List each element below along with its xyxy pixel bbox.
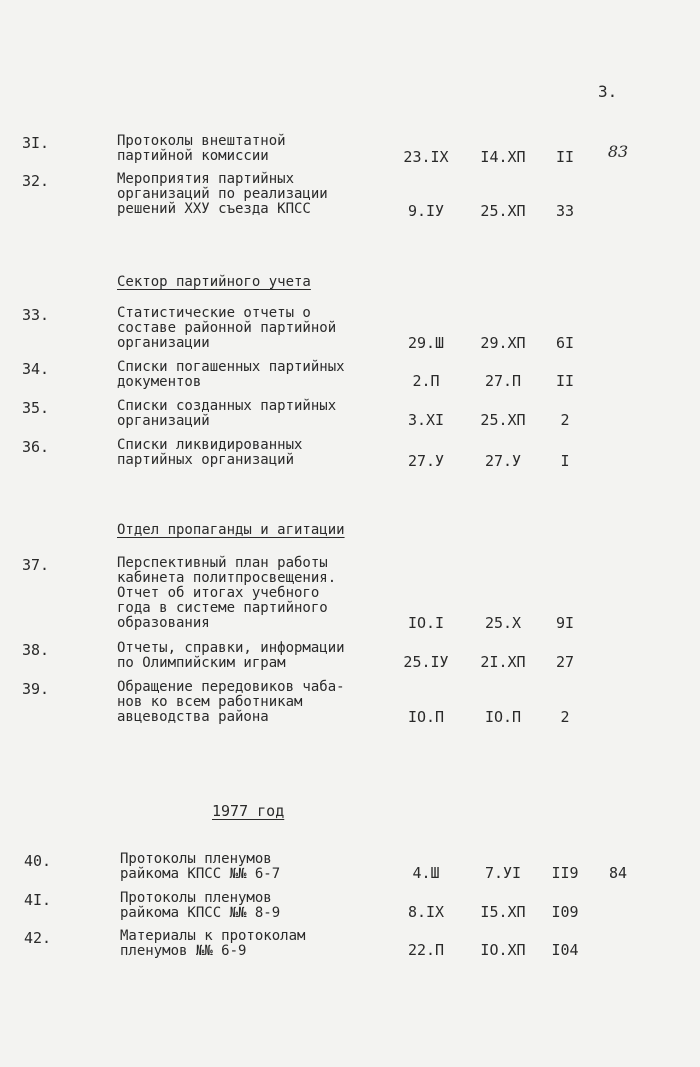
entry-number: 38. (22, 641, 50, 659)
entry-number: 36. (22, 438, 50, 456)
entry-title: Протоколы пленумов райкома КПСС №№ 8-9 (120, 890, 281, 921)
entry-end-date: 27.У (484, 452, 522, 470)
entry-end-date: 25.XП (480, 411, 526, 429)
entry-sheet-count: 2 (560, 708, 570, 726)
entry-title: Списки ликвидированных партийных организаций (117, 437, 303, 468)
entry-sheet-count: 6I (555, 334, 575, 352)
entry-title: Протоколы пленумов райкома КПСС №№ 6-7 (120, 851, 281, 882)
year-heading: 1977 год (212, 802, 285, 820)
entry-start-date: 4.Ш (412, 864, 440, 882)
entry-end-date: 25.X (484, 614, 522, 632)
entry-title: Списки созданных партийных организаций (117, 398, 337, 429)
entry-end-date: IO.XП (480, 941, 526, 959)
entry-start-date: 3.XI (407, 411, 445, 429)
entry-end-date: 7.УI (484, 864, 522, 882)
entry-number: 42. (24, 929, 52, 947)
entry-sheet-count: II (555, 148, 575, 166)
entry-start-date: IO.I (407, 614, 445, 632)
entry-start-date: 29.Ш (407, 334, 445, 352)
entry-sheet-count: II (555, 372, 575, 390)
entry-number: 3I. (22, 134, 50, 152)
entry-sheet-count: 27 (555, 653, 575, 671)
entry-sheet-count: II9 (551, 864, 579, 882)
entry-start-date: 27.У (407, 452, 445, 470)
entry-sheet-count: I (560, 452, 570, 470)
entry-page-handwritten: 83 (607, 142, 629, 161)
entry-title: Протоколы внештатной партийной комиссии (117, 133, 286, 164)
entry-start-date: IO.П (407, 708, 445, 726)
section-heading: Сектор партийного учета (117, 274, 311, 290)
entry-title: Мероприятия партийных организаций по реализации решений XXУ съезда КПСС (117, 171, 328, 217)
entry-start-date: 2.П (412, 372, 440, 390)
entry-title: Перспективный план работы кабинета политпросвещения. Отчет об итогах учебного года в системе партийного образования (117, 555, 337, 631)
entry-number: 32. (22, 172, 50, 190)
section-heading: Отдел пропаганды и агитации (117, 522, 345, 538)
entry-end-date: I5.XП (480, 903, 526, 921)
entry-page-number: 84 (608, 864, 628, 882)
page-number: 3. (598, 82, 618, 101)
entry-end-date: 25.XП (480, 202, 526, 220)
entry-start-date: 9.IУ (407, 202, 445, 220)
entry-number: 4I. (24, 891, 52, 909)
entry-number: 39. (22, 680, 50, 698)
entry-end-date: 29.XП (480, 334, 526, 352)
entry-number: 37. (22, 556, 50, 574)
entry-number: 33. (22, 306, 50, 324)
entry-title: Отчеты, справки, информации по Олимпийским играм (117, 640, 345, 671)
entry-sheet-count: 9I (555, 614, 575, 632)
entry-sheet-count: I04 (551, 941, 579, 959)
entry-sheet-count: 2 (560, 411, 570, 429)
entry-start-date: 8.IX (407, 903, 445, 921)
entry-end-date: 2I.XП (480, 653, 526, 671)
entry-end-date: IO.П (484, 708, 522, 726)
entry-start-date: 22.П (407, 941, 445, 959)
entry-title: Материалы к протоколам пленумов №№ 6-9 (120, 928, 306, 959)
entry-sheet-count: I09 (551, 903, 579, 921)
entry-title: Обращение передовиков чаба- нов ко всем работникам авцеводства района (117, 679, 345, 725)
entry-title: Списки погашенных партийных документов (117, 359, 345, 390)
entry-title: Статистические отчеты о составе районной партийной организации (117, 305, 337, 351)
entry-end-date: I4.XП (480, 148, 526, 166)
entry-sheet-count: 33 (555, 202, 575, 220)
entry-number: 34. (22, 360, 50, 378)
entry-end-date: 27.П (484, 372, 522, 390)
entry-start-date: 25.IУ (403, 653, 449, 671)
entry-number: 35. (22, 399, 50, 417)
entry-number: 40. (24, 852, 52, 870)
entry-start-date: 23.IX (403, 148, 449, 166)
